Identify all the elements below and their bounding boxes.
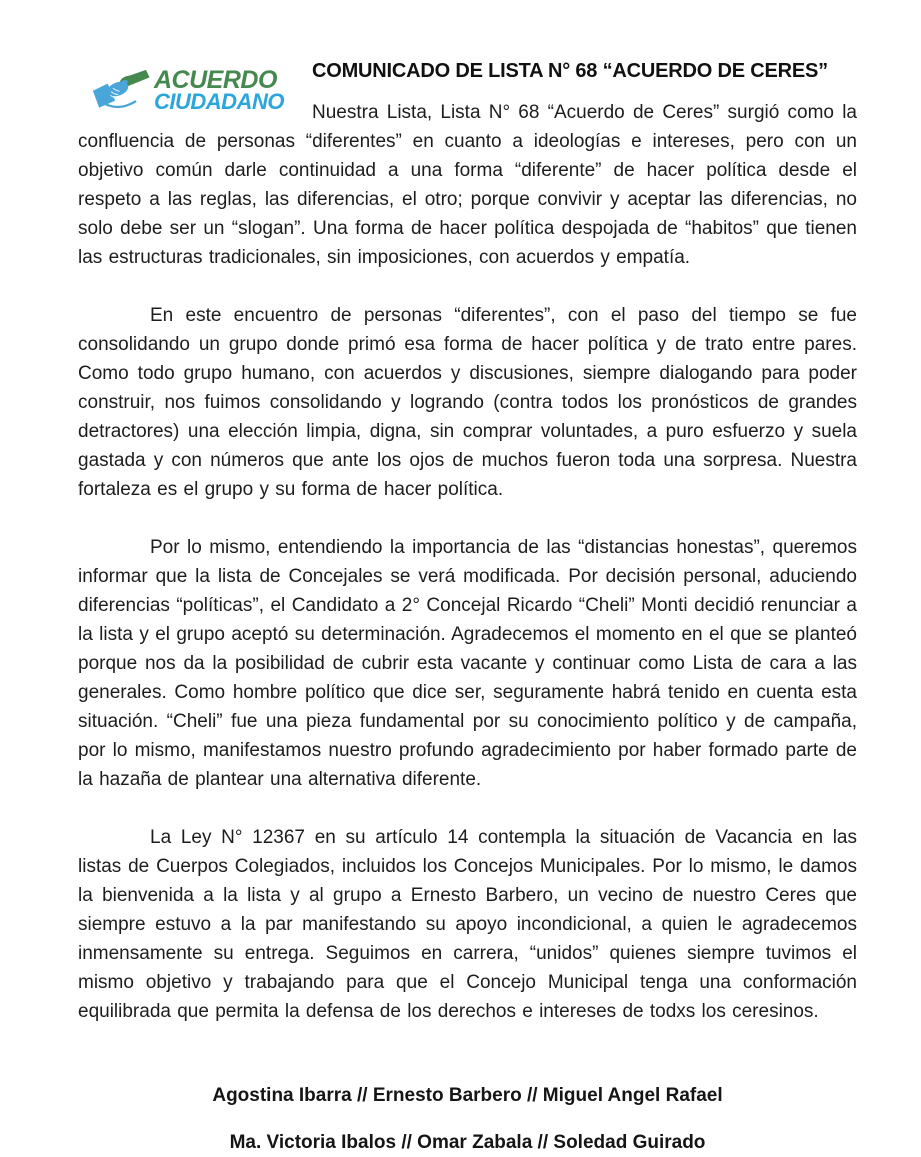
paragraph-2: En este encuentro de personas “diferentes”, con el paso del tiempo se fue consolidando un grupo donde primó esa forma de hacer política y de trato entre pares. Como todo grupo humano, con acuerdos y discusiones, siempre dialogando para poder construir, nos fuimos consolidando y logrando (contra todos los pronósticos de grandes detractores) una elección limpia, digna, sin comprar voluntades, a puro esfuerzo y suela gastada y con números que ante los ojos de muchos fueron toda una sorpresa. Nuestra fortaleza es el grupo y su forma de hacer política. [78, 305, 857, 500]
document-body [78, 98, 857, 1026]
signature-line-2: Ma. Victoria Ibalos // Omar Zabala // Soledad Guirado [229, 1132, 706, 1153]
brand-word-ciudadano: CIUDADANO [154, 89, 284, 115]
page-title: COMUNICADO DE LISTA N° 68 “ACUERDO DE CERES” [312, 60, 828, 82]
brand-logo [92, 56, 296, 126]
paragraph-3: Por lo mismo, entendiendo la importancia de las “distancias honestas”, queremos informar que la lista de Concejales se verá modificada. Por decisión personal, aduciendo diferencias “políticas”, el Candidato a 2° Concejal Ricardo “Cheli” Monti decidió renunciar a la lista y el grupo aceptó su determinación. Agradecemos el momento en el que se planteó porque nos da la posibilidad de cubrir esta vacante y continuar como Lista de cara a las generales. Como hombre político que dice ser, seguramente habrá tenido en cuenta esta situación. “Cheli” fue una pieza fundamental por su conocimiento político y de campaña, por lo mismo, manifestamos nuestro profundo agradecimiento por haber formado parte de la hazaña de plantear una alternativa diferente. [78, 537, 857, 790]
brand-word-acuerdo: ACUERDO [154, 66, 277, 95]
paragraph-4: La Ley N° 12367 en su artículo 14 contempla la situación de Vacancia en las listas de Cuerpos Colegiados, incluidos los Concejos Municipales. Por lo mismo, le damos la bienvenida a la lista y al grupo a Ernesto Barbero, un vecino de nuestro Ceres que siempre estuvo a la par manifestando su apoyo incondicional, a quien le agradecemos inmensamente su entrega. Seguimos en carrera, “unidos” quienes siempre tuvimos el mismo objetivo y trabajando para que el Concejo Municipal tenga una conformación equilibrada que permita la defensa de los derechos e intereses de todxs los ceresinos. [78, 827, 857, 1022]
handshake-icon [92, 61, 150, 122]
brand-wordmark [154, 66, 284, 115]
paragraph-1: Nuestra Lista, Lista N° 68 “Acuerdo de Ceres” surgió como la confluencia de personas “diferentes” en cuanto a ideologías e intereses, pero con un objetivo común darle continuidad a una forma “diferente” de hacer política desde el respeto a las reglas, las diferencias, el otro; porque convivir y aceptar las diferencias, no solo debe ser un “slogan”. Una forma de hacer política despojada de “habitos” que tienen las estructuras tradicionales, sin imposiciones, con acuerdos y empatía. [78, 102, 857, 268]
signature-block [78, 1082, 857, 1157]
signature-line-1: Agostina Ibarra // Ernesto Barbero // Miguel Angel Rafael [212, 1085, 723, 1106]
